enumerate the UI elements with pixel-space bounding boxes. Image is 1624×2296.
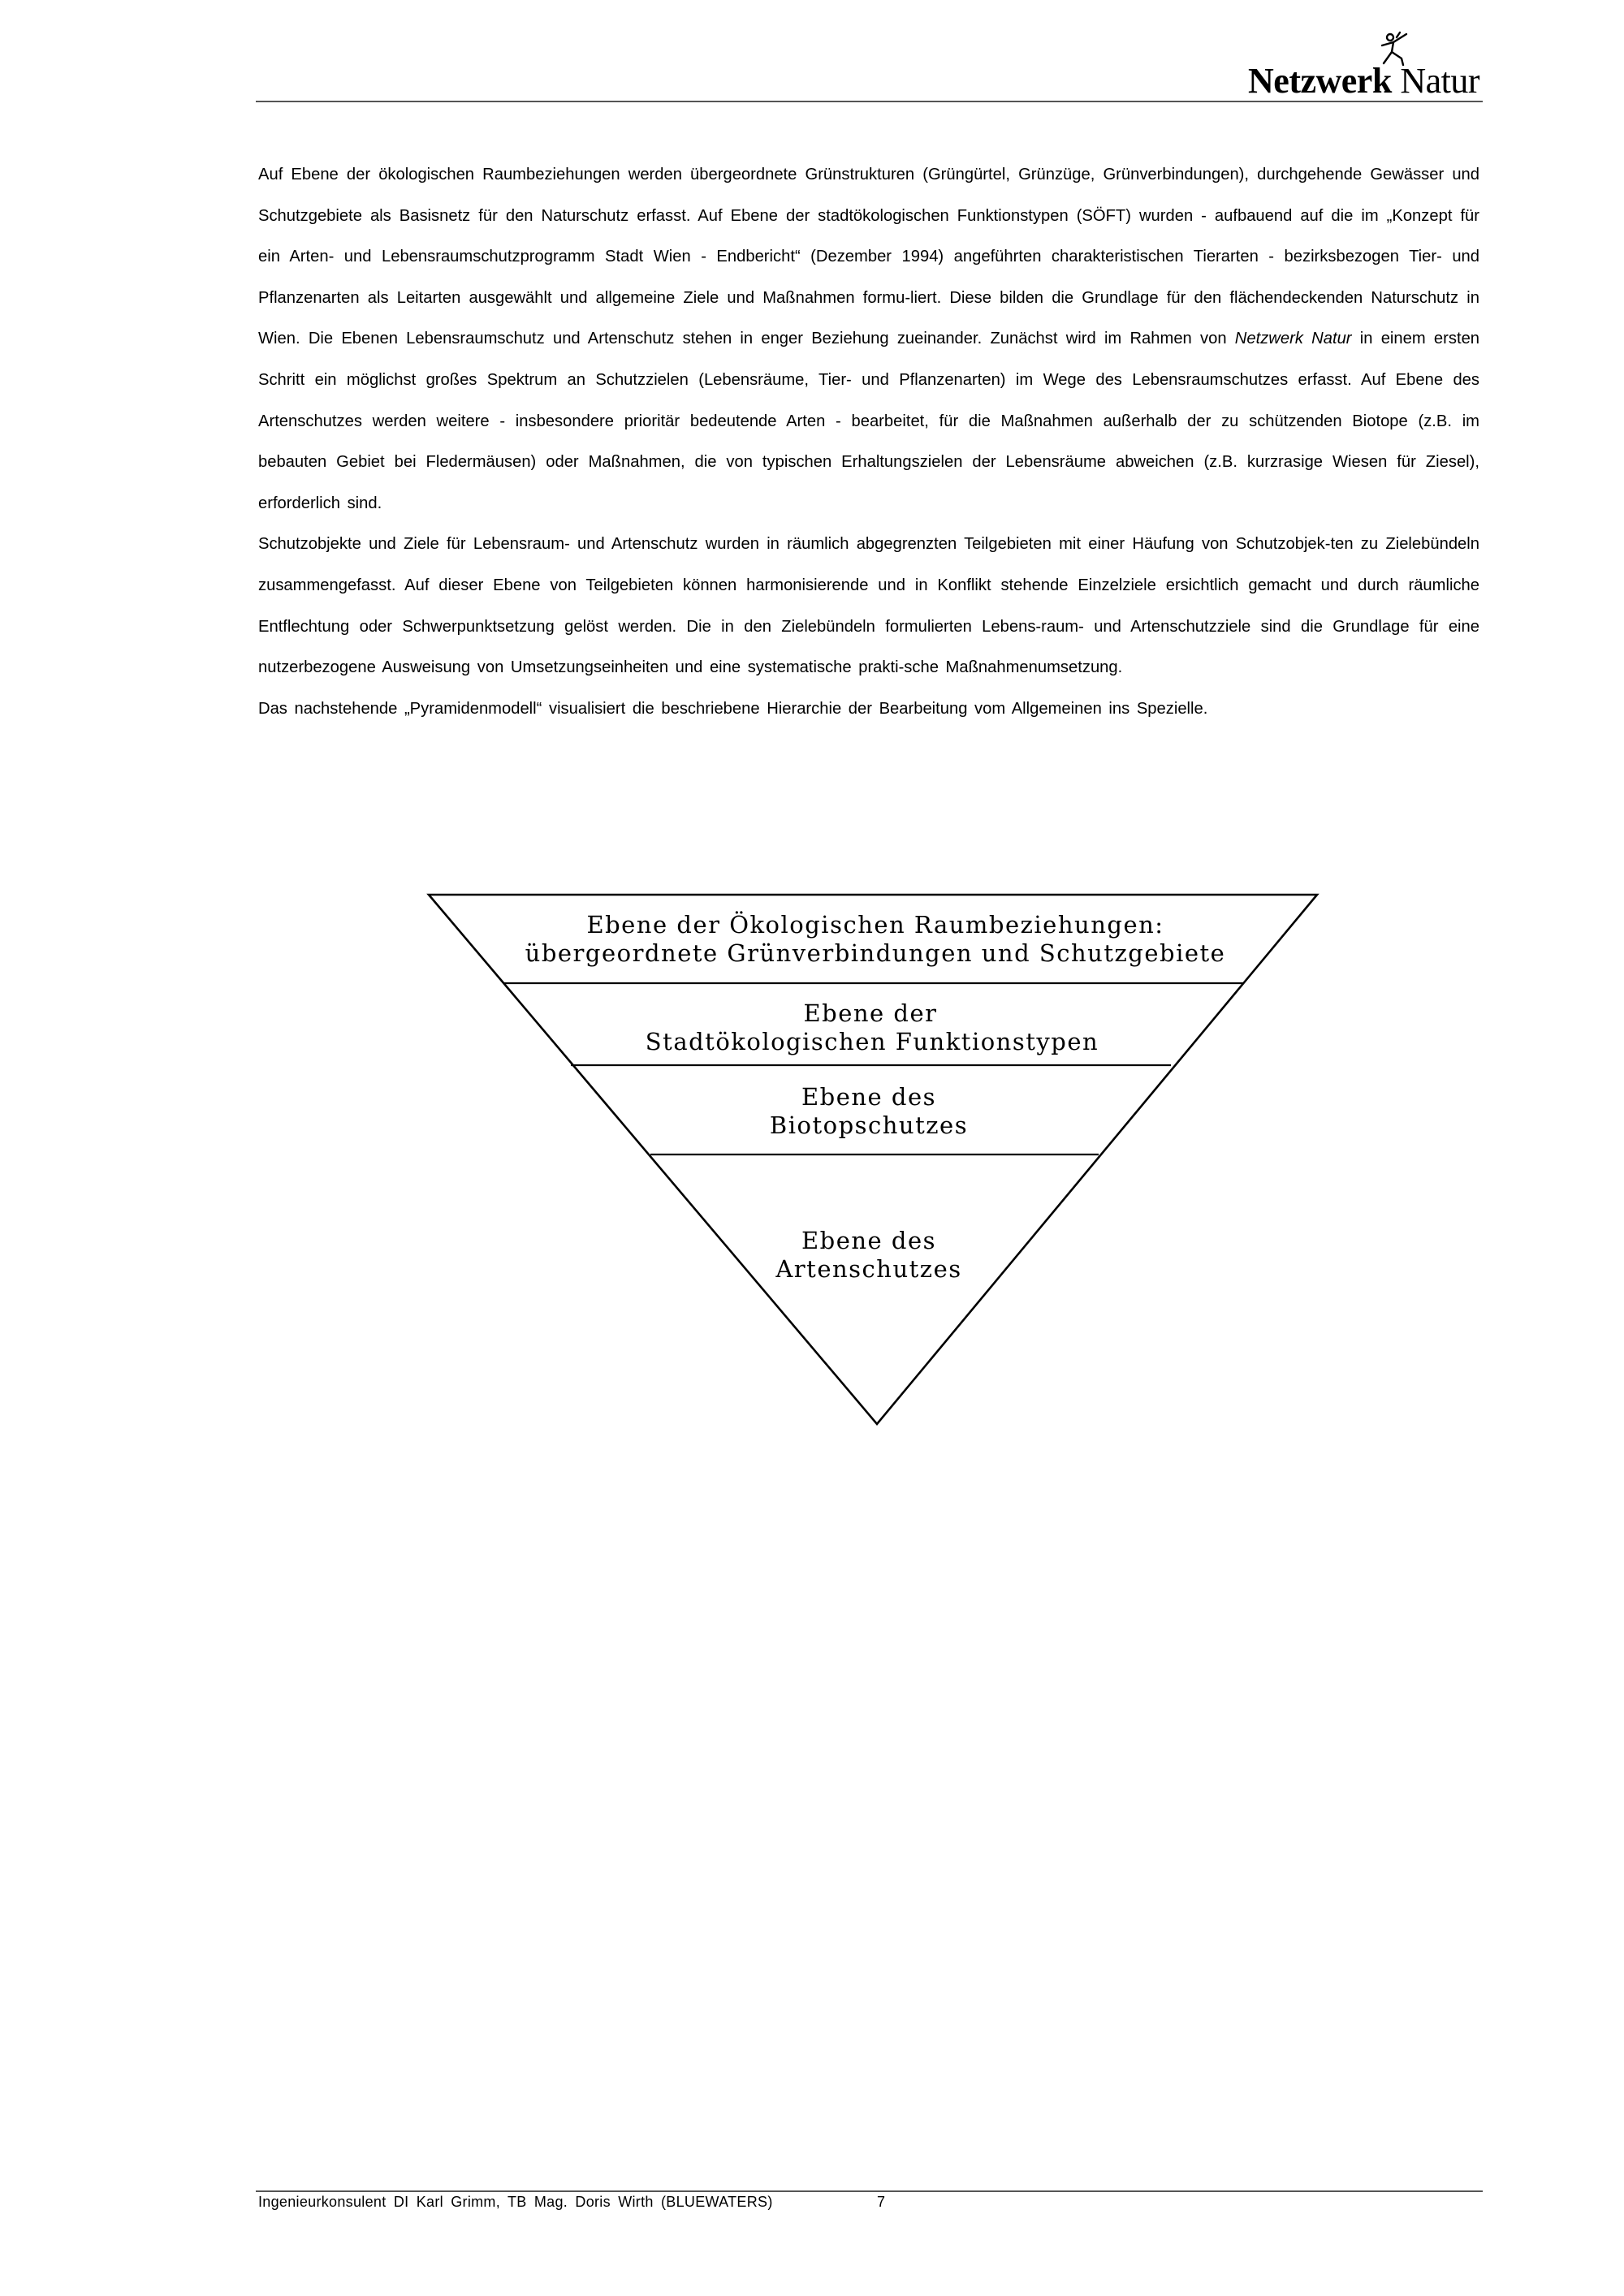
level-2-line-2: Stadtökologischen Funktionstypen [645,1028,1099,1055]
paragraph-3: Das nachstehende „Pyramidenmodell“ visualisiert die beschriebene Hierarchie der Bearbeitung vom Allgemeinen ins Spezielle. [258,699,1208,718]
level-3-line-1: Ebene des [801,1083,937,1111]
level-4-line-2: Artenschutzes [775,1255,962,1283]
footer-author: Ingenieurkonsulent DI Karl Grimm, TB Mag. Doris Wirth (BLUEWATERS) [258,2194,773,2210]
level-1-line-2: übergeordnete Grünverbindungen und Schutzgebiete [525,939,1226,967]
footer-divider [256,2190,1483,2192]
level-2-line-1: Ebene der [803,999,938,1027]
pyramid-outline [429,895,1317,1424]
logo-wordmark-bold: Netzwerk [1248,61,1392,101]
paragraph-1-part-b: in einem ersten Schritt ein möglichst großes Spektrum an Schutzzielen (Lebensräume, Tier- und Pflanzenarten) im Wege des Lebensraumschutzes erfasst. Auf Ebene des Artenschutzes werden weitere - insbesondere prioritär bedeutende Arten - bearbeitet, für die Maßnahmen außerhalb der zu schützenden Biotope (z.B. im bebauten Gebiet bei Fledermäusen) oder Maßnahmen, die von typischen Erhaltungszielen der Lebensräume abweichen (z.B. kurzrasige Wiesen für Ziesel), erforderlich sind. [258,330,1480,512]
logo-wordmark-regular: Natur [1400,61,1479,101]
paragraph-1-part-a: Auf Ebene der ökologischen Raumbeziehungen werden übergeordnete Grünstrukturen (Grüngürtel, Grünzüge, Grünverbindungen), durchgehende Gewässer und Schutzgebiete als Basisnetz für den Naturschutz erfasst. Auf Ebene der stadtökologischen Funktionstypen (SÖFT) wurden - aufbauend auf die im „Konzept für ein Arten- und Lebensraumschutzprogramm Stadt Wien - Endbericht“ (Dezember 1994) angeführten charakteristischen Tierarten - bezirksbezogen Tier- und Pflanzenarten als Leitarten ausgewählt und allgemeine Ziele und Maßnahmen formu-liert. Diese bilden die Grundlage für den flächendeckenden Naturschutz in Wien. Die Ebenen Lebensraumschutz und Artenschutz stehen in enger Beziehung zueinander. Zunächst wird im Rahmen von [258,166,1479,348]
paragraph-2: Schutzobjekte und Ziele für Lebensraum- und Artenschutz wurden in räumlich abgegrenzten Teilgebieten mit einer Häufung von Schutzobjek-ten zu Zielebündeln zusammengefasst. Auf dieser Ebene von Teilgebieten können harmonisierende und in Konflikt stehende Einzelziele ersichtlich gemacht und durch räumliche Entflechtung oder Schwerpunktsetzung gelöst werden. Die in den Zielebündeln formulierten Lebens-raum- und Artenschutzziele sind die Grundlage für eine nutzerbezogene Ausweisung von Umsetzungseinheiten und eine systematische prakti-sche Maßnahmenumsetzung. [258,535,1479,677]
level-4-line-1: Ebene des [801,1227,937,1254]
level-1-line-1: Ebene der Ökologischen Raumbeziehungen: [586,911,1164,939]
level-3-line-2: Biotopschutzes [769,1111,969,1139]
page-number: 7 [877,2194,886,2210]
project-name-emphasis: Netzwerk Natur [1234,330,1352,348]
